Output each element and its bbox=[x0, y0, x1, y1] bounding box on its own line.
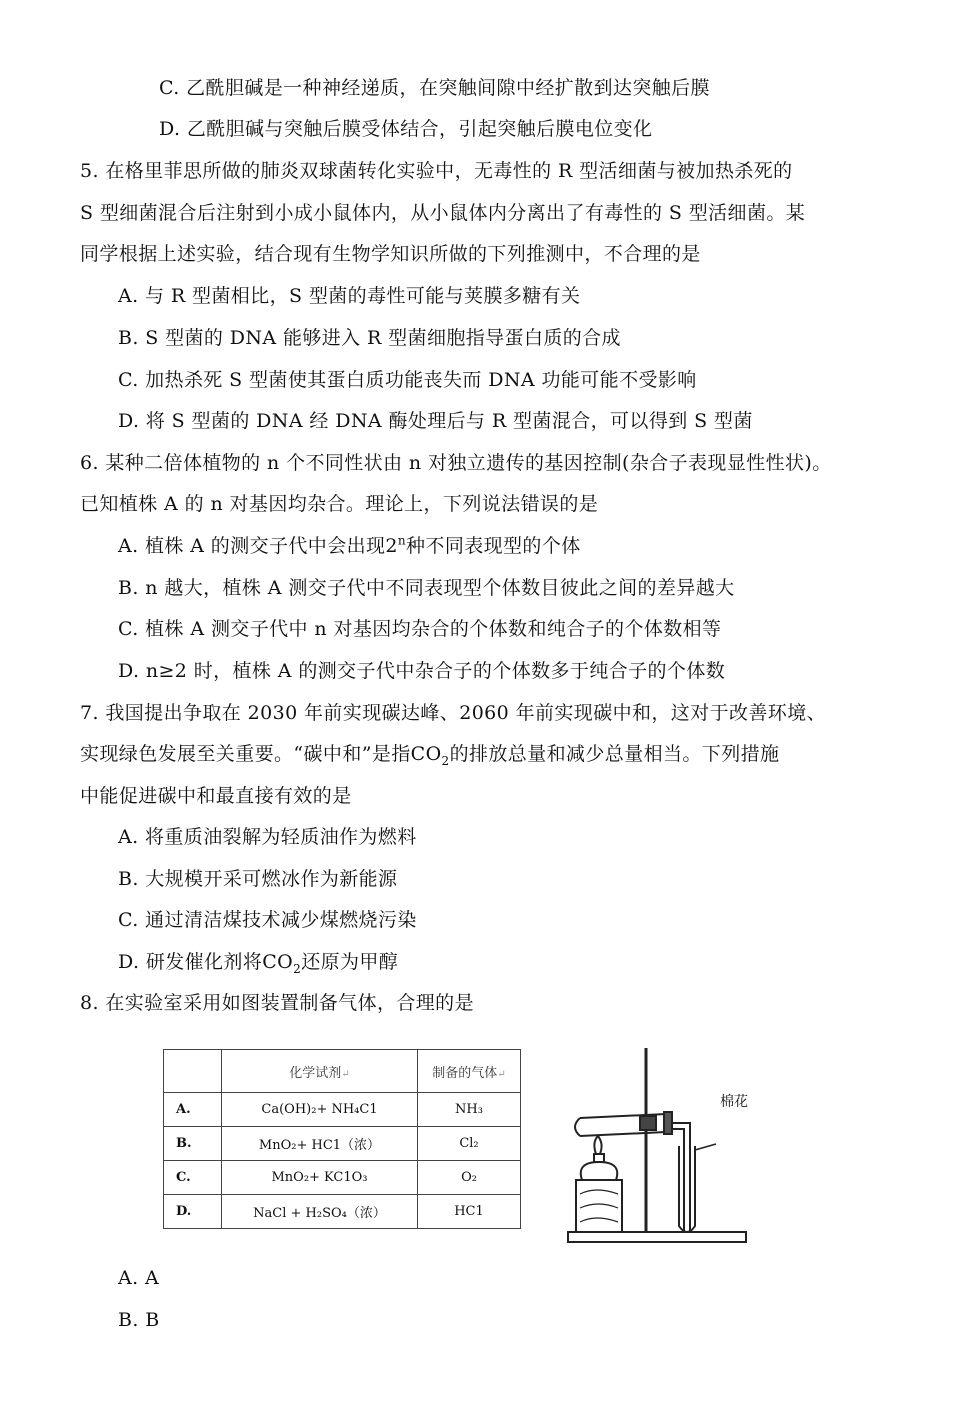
stopper bbox=[664, 1112, 672, 1134]
row-label: C. bbox=[164, 1161, 222, 1195]
clamp bbox=[640, 1116, 656, 1130]
reagent-table bbox=[163, 1049, 521, 1229]
q8-stem: 8. 在实验室采用如图装置制备气体，合理的是 bbox=[80, 992, 474, 1014]
q5-option-b: B. S 型菌的 DNA 能够进入 R 型菌细胞指导蛋白质的合成 bbox=[118, 327, 621, 349]
q6-option-c: C. 植株 A 测交子代中 n 对基因均杂合的个体数和纯合子的个体数相等 bbox=[118, 618, 722, 640]
q8-answer-b: B. B bbox=[118, 1309, 160, 1331]
q5-option-d: D. 将 S 型菌的 DNA 经 DNA 酶处理后与 R 型菌混合，可以得到 S 型菌 bbox=[118, 410, 753, 432]
header-reagent-text: 化学试剂 bbox=[289, 1065, 342, 1081]
q8-answer-a: A. A bbox=[118, 1267, 160, 1289]
q7-option-a: A. 将重质油裂解为轻质油作为燃料 bbox=[118, 826, 417, 848]
row-reagent: Ca(OH)₂+ NH₄C1 bbox=[222, 1093, 418, 1127]
q5-option-a: A. 与 R 型菌相比，S 型菌的毒性可能与荚膜多糖有关 bbox=[118, 285, 581, 307]
cotton-pointer bbox=[695, 1144, 716, 1150]
q7-option-c: C. 通过清洁煤技术减少煤燃烧污染 bbox=[118, 909, 417, 931]
q4-option-d: D. 乙酰胆碱与突触后膜受体结合，引起突触后膜电位变化 bbox=[159, 118, 653, 140]
q7-option-d-subscript: 2 bbox=[293, 961, 302, 976]
row-label: B. bbox=[164, 1127, 222, 1161]
return-mark: ↵ bbox=[341, 1068, 350, 1080]
row-reagent: NaCl + H₂SO₄（浓） bbox=[222, 1195, 418, 1229]
row-label: D. bbox=[164, 1195, 222, 1229]
q7-stem-line2-pre: 实现绿色发展至关重要。“碳中和”是指CO bbox=[80, 743, 442, 765]
q6-stem-line2: 已知植株 A 的 n 对基因均杂合。理论上，下列说法错误的是 bbox=[80, 493, 599, 515]
q5-stem-line3: 同学根据上述实验，结合现有生物学知识所做的下列推测中，不合理的是 bbox=[80, 243, 701, 265]
stand-base bbox=[568, 1232, 746, 1242]
row-reagent: MnO₂+ HC1（浓） bbox=[222, 1127, 418, 1161]
collecting-tube bbox=[679, 1146, 695, 1232]
q6-option-a-exponent: n bbox=[397, 533, 407, 548]
table-corner-cell bbox=[164, 1050, 222, 1093]
q5-stem-line1: 5. 在格里菲思所做的肺炎双球菌转化实验中，无毒性的 R 型活细菌与被加热杀死的 bbox=[80, 160, 793, 182]
q6-stem-line1: 6. 某种二倍体植物的 n 个不同性状由 n 对独立遗传的基因控制(杂合子表现显性性状)。 bbox=[80, 452, 832, 474]
lamp-body bbox=[581, 1162, 617, 1180]
row-gas: O₂ bbox=[418, 1161, 521, 1195]
q7-option-b: B. 大规模开采可燃冰作为新能源 bbox=[118, 868, 398, 890]
table-header-row bbox=[164, 1050, 521, 1093]
wooden-block bbox=[576, 1180, 622, 1232]
header-gas bbox=[418, 1050, 521, 1093]
wood-grain bbox=[580, 1190, 618, 1222]
q5-stem-line2: S 型细菌混合后注射到小成小鼠体内，从小鼠体内分离出了有毒性的 S 型活细菌。某 bbox=[80, 202, 806, 224]
q6-option-a-pre: A. 植株 A 的测交子代中会出现2 bbox=[118, 535, 398, 557]
q7-stem-line1: 7. 我国提出争取在 2030 年前实现碳达峰、2060 年前实现碳中和，这对于改善环境、 bbox=[80, 702, 826, 724]
q4-option-c: C. 乙酰胆碱是一种神经递质，在突触间隙中经扩散到达突触后膜 bbox=[159, 77, 710, 99]
table-row bbox=[164, 1161, 521, 1195]
table-row bbox=[164, 1093, 521, 1127]
table-row bbox=[164, 1127, 521, 1161]
q7-option-d-pre: D. 研发催化剂将CO bbox=[118, 951, 294, 973]
delivery-tube bbox=[672, 1123, 690, 1232]
lamp-flame bbox=[594, 1136, 601, 1154]
q7-option-d-post: 还原为甲醇 bbox=[301, 951, 399, 973]
q7-stem-line2-subscript: 2 bbox=[441, 753, 450, 768]
return-mark: ↵ bbox=[497, 1068, 506, 1080]
q7-option-d bbox=[118, 950, 398, 974]
q7-stem-line3: 中能促进碳中和最直接有效的是 bbox=[80, 785, 352, 807]
row-gas: HC1 bbox=[418, 1195, 521, 1229]
q6-option-b: B. n 越大，植株 A 测交子代中不同表现型个体数目彼此之间的差异越大 bbox=[118, 577, 735, 599]
q7-stem-line2 bbox=[80, 742, 779, 766]
row-gas: Cl₂ bbox=[418, 1127, 521, 1161]
q6-option-d: D. n≥2 时，植株 A 的测交子代中杂合子的个体数多于纯合子的个体数 bbox=[118, 660, 726, 682]
header-reagent bbox=[222, 1050, 418, 1093]
lamp-wick bbox=[594, 1154, 604, 1162]
row-label: A. bbox=[164, 1093, 222, 1127]
q7-stem-line2-post: 的排放总量和减少总量相当。下列措施 bbox=[449, 743, 780, 765]
q5-option-c: C. 加热杀死 S 型菌使其蛋白质功能丧失而 DNA 功能可能不受影响 bbox=[118, 369, 697, 391]
q6-option-a-post: 种不同表现型的个体 bbox=[406, 535, 581, 557]
row-gas: NH₃ bbox=[418, 1093, 521, 1127]
header-gas-text: 制备的气体 bbox=[432, 1065, 498, 1081]
q6-option-a bbox=[118, 534, 581, 558]
row-reagent: MnO₂+ KC1O₃ bbox=[222, 1161, 418, 1195]
lab-apparatus-figure bbox=[566, 1046, 756, 1252]
table-row bbox=[164, 1195, 521, 1229]
cotton-label: 棉花 bbox=[720, 1094, 748, 1110]
